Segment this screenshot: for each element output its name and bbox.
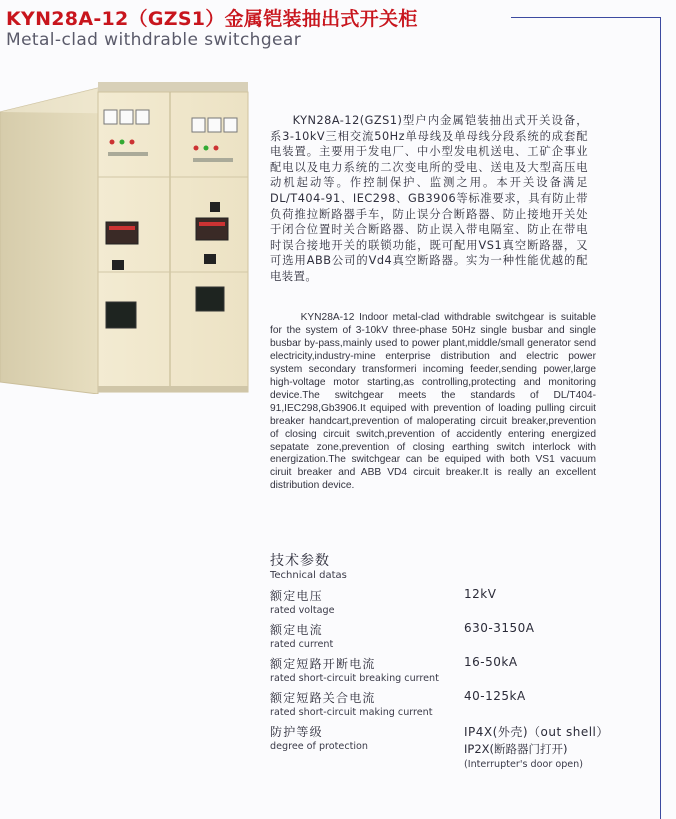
spec-rated-current [270,621,630,655]
spec-protection-degree [270,723,630,773]
spec-value: 16-50kA [464,655,518,669]
page-subtitle: Metal-clad withdrable switchgear [6,30,302,50]
spec-value: 630-3150A [464,621,535,635]
spec-rated-voltage [270,587,630,621]
description-english: KYN28A-12 Indoor metal-clad withdrable switchgear is suitable for the system of 3-10kV three-phase 50Hz single busbar and single busbar by-pass,mainly used to power plant,middle/small generator send electricity,industry-mine enterprise distribution and electric power system secondary transformeri incoming feeder,sending power,large high-voltage motor starting,as controlling,protecting and monitoring device.The switchgear meets the standards of DL/T404-91,IEC298,Gb3906.It equiped with prevention of loading pulling circuit breaker handcart,prevention of maloperating circuit breaker,prevention of closing circuit switch,prevention of accidently entering energized sepatate zone,prevention of closing earthing switch interlock with energization.The switchgear can be equiped with both VS1 vacuum ciruit breaker and ABB VD4 circuit breaker.It is really an excellent distribution device. [270,312,596,492]
spec-value: 40-125kA [464,689,526,703]
page-title: KYN28A-12（GZS1）金属铠装抽出式开关柜 [6,8,418,30]
technical-heading-en: Technical datas [270,570,347,581]
spec-value-note: (Interrupter's door open) [464,759,584,770]
spec-label: 额定短路开断电流 [270,657,376,671]
technical-heading: 技术参数 [270,553,330,569]
spec-label-en: rated current [270,639,334,650]
spec-label-en: rated short-circuit making current [270,707,433,718]
spec-label: 防护等级 [270,725,323,739]
spec-breaking-current [270,655,630,689]
switchgear-cabinet-image [0,82,255,394]
spec-label-en: rated voltage [270,605,335,616]
spec-value-secondary: IP2X(断路器门打开) [464,742,568,756]
spec-label: 额定电压 [270,589,323,603]
spec-label-en: degree of protection [270,741,368,752]
spec-value: IP4X(外壳)（out shell） [464,725,609,739]
spec-label-en: rated short-circuit breaking current [270,673,439,684]
description-chinese: KYN28A-12(GZS1)型户内金属铠装抽出式开关设备，系3-10kV三相交流50Hz单母线及单母线分段系统的成套配电装置。主要用于发电厂、中小型发电机送电、工矿企事业配电以及电力系统的二次变电所的受电、送电及大型高压电动机起动等。作控制保护、监测之用。本开关设备满足DL/T404-91、IEC298、GB3906等标准要求，具有防止带负荷推拉断路器手车，防止误分合断路器、防止接地开关处于闭合位置时关合断路器、防止误入带电隔室、防止在带电时误合接地开关的联锁功能，既可配用VS1真空断路器，又可选用ABB公司的Vd4真空断路器。实为一种性能优越的配电装置。 [270,114,588,283]
spec-making-current [270,689,630,723]
title-rule [511,17,661,18]
spec-label: 额定短路关合电流 [270,691,376,705]
spec-value: 12kV [464,587,497,601]
spec-label: 额定电流 [270,623,323,637]
frame-rule [660,17,661,819]
